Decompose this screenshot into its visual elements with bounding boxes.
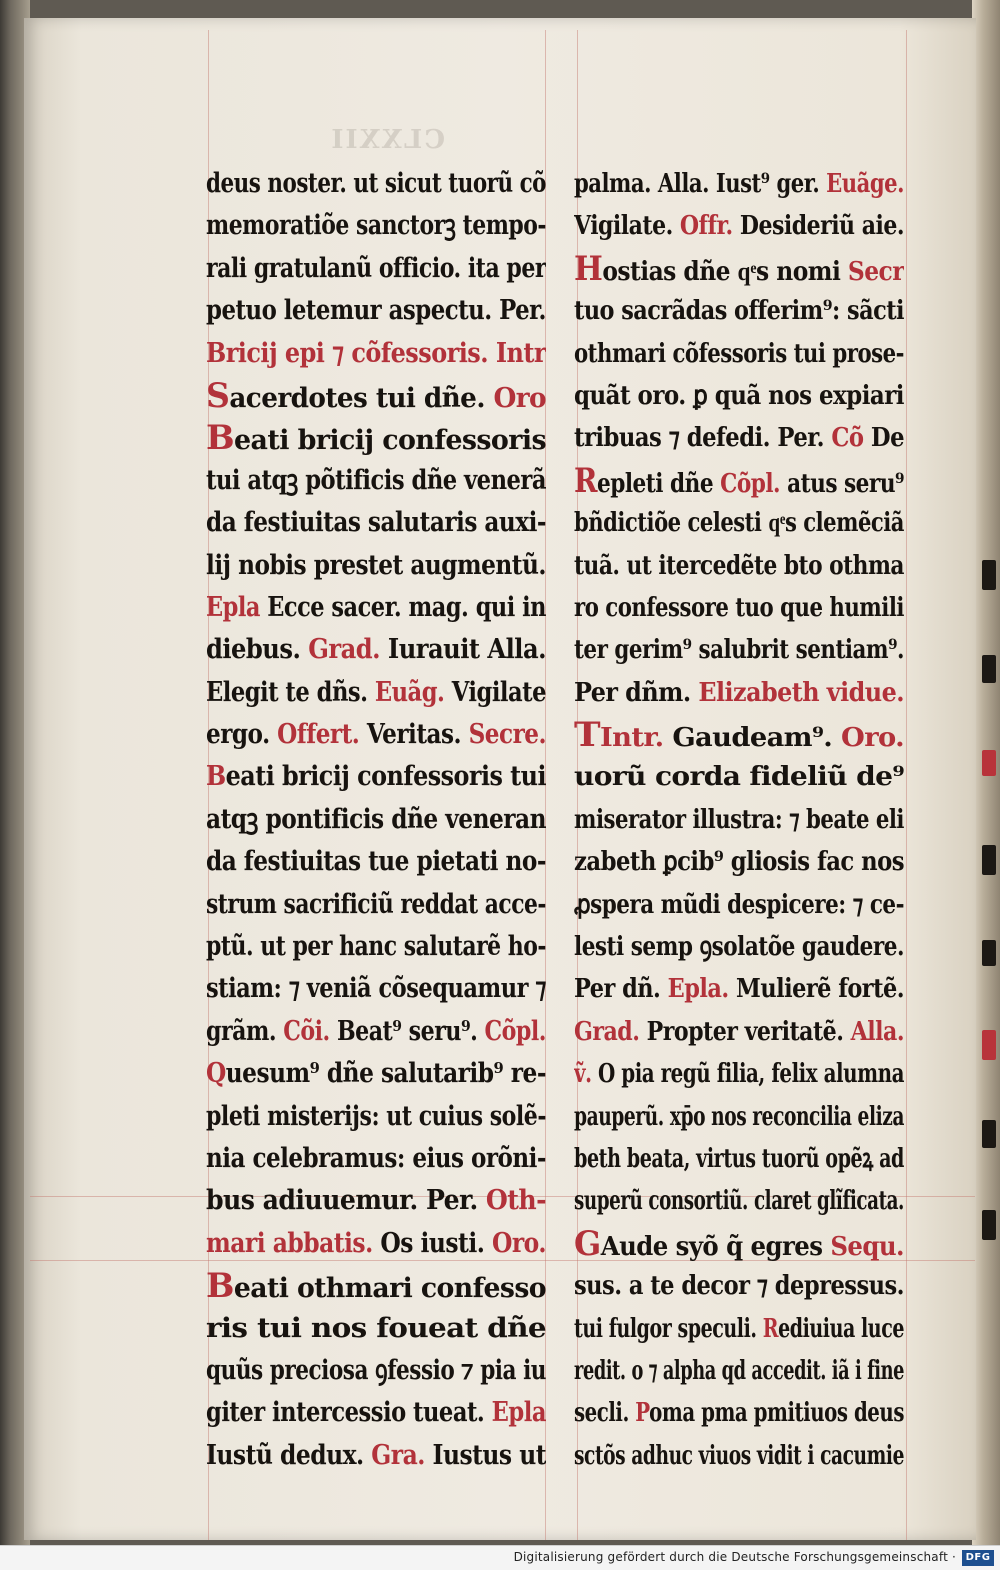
body-text: uesum⁹ dñe salutarib⁹ re-: [225, 1058, 546, 1090]
body-text: sctõs adhuc viuos vidit i cacumie: [574, 1440, 904, 1471]
body-text: palma. Alla. Iust⁹ ger.: [574, 169, 827, 199]
text-line: [206, 375, 546, 417]
text-line: [206, 1265, 546, 1307]
rubric-text: Offert.: [277, 719, 367, 751]
text-line: [574, 1223, 904, 1265]
text-line: [206, 1138, 546, 1180]
body-text: Iustũ dedux.: [206, 1439, 372, 1471]
text-line: [574, 333, 904, 375]
text-line: [206, 1350, 546, 1392]
body-text: eati othmari confesso: [233, 1273, 546, 1305]
body-text: memoratiõe sanctorꝫ tempo-: [206, 210, 546, 242]
text-line: [206, 333, 546, 375]
body-text: da festiuitas tue pietati no-: [206, 846, 546, 878]
body-text: ris tui nos foueat dñe: [206, 1312, 546, 1344]
rubric-text: Euãg.: [374, 676, 452, 708]
left-text-column: [206, 163, 546, 1477]
text-line: [574, 1011, 904, 1053]
body-text: atqꝫ pontificis dñe veneran: [206, 803, 546, 835]
text-line: [206, 290, 546, 332]
body-text: Mulierẽ fortẽ.: [736, 974, 904, 1005]
rubric-initial: R: [574, 460, 597, 501]
body-text: ter gerim⁹ salubrit sentiam⁹.: [574, 635, 904, 666]
rubric-text: Intr.: [599, 723, 673, 754]
text-line: [206, 460, 546, 502]
footer-credit: Digitalisierung gefördert durch die Deutsche Forschungsgemeinschaft ·: [513, 1550, 956, 1564]
body-text: Vigilate.: [574, 211, 680, 242]
text-line: [206, 502, 546, 544]
rubric-text: Grad.: [574, 1016, 647, 1047]
body-text: miserator illustra: ⁊ beate eli: [574, 804, 904, 835]
body-text: ptũ. ut per hanc salutarẽ ho-: [206, 931, 546, 963]
body-text: ediuiua luce: [778, 1313, 904, 1344]
text-line: [574, 841, 904, 883]
rubric-initial: H: [574, 248, 603, 289]
body-text: atus seru⁹: [787, 468, 904, 499]
body-text: Beat⁹ seru⁹.: [336, 1015, 485, 1047]
body-text: pauperũ. xp̄o nos reconcilia eliza: [574, 1101, 904, 1132]
body-text: acerdotes tui dñe.: [229, 382, 494, 414]
body-text: quũs preciosa ꝯfessio ⁊ pia iu: [206, 1354, 546, 1386]
text-line: [206, 1392, 546, 1434]
body-text: ergo.: [206, 719, 278, 751]
text-line: [206, 205, 546, 247]
body-text: tribuas ⁊ defedi. Per.: [574, 423, 832, 454]
text-line: [574, 460, 904, 502]
body-text: De: [870, 423, 904, 454]
text-line: [574, 1138, 904, 1180]
rubric-text: Cõ: [831, 423, 871, 454]
text-line: [206, 1011, 546, 1053]
body-text: O pia regũ filia, felix alumna: [597, 1059, 904, 1090]
body-text: deus noster. ut sicut tuorũ cõ: [206, 168, 546, 199]
text-line: [206, 1308, 546, 1350]
text-line: [574, 545, 904, 587]
text-line: [206, 756, 546, 798]
text-line: [206, 841, 546, 883]
ruling-line: [906, 30, 907, 1540]
right-text-column: [574, 163, 904, 1477]
text-line: [574, 756, 904, 798]
text-line: [574, 629, 904, 671]
rubric-text: B: [206, 761, 226, 793]
text-line: [574, 205, 904, 247]
body-text: othmari cõfessoris tui prose-: [574, 338, 904, 369]
body-text: redit. o ⁊ alpha qd accedit. iã i fine: [574, 1355, 904, 1386]
body-text: giter intercessio tueat.: [206, 1397, 492, 1429]
text-line: [574, 248, 904, 290]
rubric-text: Offr.: [679, 211, 740, 242]
text-line: [206, 629, 546, 671]
text-line: [206, 968, 546, 1010]
body-text: Aude syõ q̃ egres: [600, 1231, 831, 1262]
text-line: [206, 1096, 546, 1138]
body-text: bus adiuuemur. Per.: [206, 1185, 486, 1217]
rubric-text: Bricij epi ⁊ cõfessoris. Intr: [206, 337, 546, 369]
text-line: [574, 672, 904, 714]
text-line: [574, 884, 904, 926]
text-line: [206, 545, 546, 587]
rubric-text: Secr: [847, 256, 904, 287]
text-line: [574, 1435, 904, 1477]
rubric-text: Cõi.: [283, 1015, 337, 1047]
rubric-text: Euãge.: [826, 169, 904, 199]
text-line: [206, 884, 546, 926]
body-text: lij nobis prestet augmentũ.: [206, 549, 546, 581]
rubric-text: Epla: [491, 1397, 546, 1429]
rubric-text: Secre.: [468, 719, 546, 751]
rubric-text: Q: [206, 1058, 226, 1090]
body-text: nia celebramus: eius orõni-: [206, 1142, 546, 1174]
text-line: [574, 1308, 904, 1350]
body-text: Per dñ.: [574, 974, 668, 1005]
facing-page-sliver: [982, 560, 1000, 1260]
rubric-text: Cõpl.: [720, 468, 788, 499]
text-line: [206, 672, 546, 714]
rubric-initial: B: [206, 1266, 234, 1307]
text-line: [206, 163, 546, 205]
text-line: [574, 163, 904, 205]
rubric-text: Oro.: [841, 723, 904, 754]
text-line: [206, 248, 546, 290]
body-text: quãt oro. ꝑ quã nos expiari: [574, 380, 904, 411]
body-text: sus. a te decor ⁊ depressus.: [574, 1271, 904, 1302]
rubric-text: Epla: [206, 591, 268, 623]
text-line: [574, 1392, 904, 1434]
text-line: [206, 587, 546, 629]
body-text: Desideriũ aie.: [739, 211, 904, 242]
text-line: [574, 1265, 904, 1307]
rubric-text: Cõpl.: [484, 1015, 546, 1047]
body-text: Elegit te dñs.: [206, 676, 375, 708]
text-line: [206, 714, 546, 756]
body-text: stiam: ⁊ veniã cõsequamur ⁊: [206, 973, 546, 1005]
body-text: tuo sacrãdas offerim⁹: sãcti: [574, 296, 904, 327]
body-text: Iustus ut: [432, 1439, 546, 1471]
rubric-text: Oth-: [485, 1185, 546, 1217]
text-line: [574, 290, 904, 332]
body-text: Os iusti.: [380, 1227, 492, 1259]
body-text: Vigilate: [451, 676, 546, 708]
body-text: zabeth ꝑcib⁹ gliosis fac nos: [574, 847, 904, 878]
rubric-text: Elizabeth vidue.: [698, 677, 904, 708]
body-text: oma pma pmitiuos deus: [649, 1398, 904, 1429]
body-text: superũ consortiũ. claret glĩficata.: [574, 1186, 904, 1217]
body-text: ro confessore tuo que humili: [574, 592, 904, 623]
text-line: [574, 587, 904, 629]
body-text: eati bricij confessoris tui: [225, 761, 546, 793]
rubric-text: P: [635, 1398, 650, 1429]
rubric-text: Oro: [493, 382, 546, 414]
text-line: [206, 799, 546, 841]
body-text: Iurauit Alla.: [387, 634, 546, 666]
text-line: [206, 1053, 546, 1095]
text-line: [206, 926, 546, 968]
body-text: rali gratulanũ officio. ita per: [206, 252, 546, 284]
body-text: Propter veritatẽ.: [646, 1016, 851, 1047]
rubric-text: ṽ.: [574, 1059, 598, 1090]
rubric-initial: G: [574, 1223, 601, 1264]
text-line: [574, 502, 904, 544]
rubric-text: R: [762, 1313, 779, 1344]
body-text: beth beata, virtus tuorũ opẽꝝ ad: [574, 1143, 904, 1174]
body-text: Gaudeam⁹.: [672, 723, 842, 754]
rubric-text: Gra.: [371, 1439, 433, 1471]
text-line: [206, 1435, 546, 1477]
rubric-initial: T: [574, 715, 600, 756]
rubric-initial: S: [206, 375, 230, 416]
rubric-text: Epla.: [667, 974, 737, 1005]
rubric-text: Sequ.: [830, 1231, 904, 1262]
body-text: Ecce sacer. mag. qui in: [267, 591, 546, 623]
body-text: bñdictiõe celesti qͤs clemẽciã: [574, 508, 904, 539]
rubric-text: mari abbatis.: [206, 1227, 381, 1259]
body-text: secli.: [574, 1398, 636, 1429]
text-line: [574, 375, 904, 417]
rubric-text: Grad.: [308, 634, 388, 666]
text-line: [206, 1180, 546, 1222]
body-text: epleti dñe: [596, 468, 721, 499]
body-text: tuã. ut itercedẽte bto othma: [574, 550, 904, 581]
text-line: [574, 1096, 904, 1138]
body-text: pleti misterijs: ut cuius solẽ-: [206, 1100, 546, 1132]
bleed-through-text: CLXXII: [329, 125, 445, 155]
footer-bar: [0, 1545, 1000, 1570]
text-line: [574, 799, 904, 841]
body-text: uorũ corda fideliũ de⁹: [574, 762, 904, 793]
dfg-logo[interactable]: DFG: [962, 1550, 994, 1566]
body-text: eati bricij confessoris: [234, 425, 546, 457]
body-text: Per dñm.: [574, 677, 699, 708]
text-line: [574, 417, 904, 459]
rubric-text: Oro.: [491, 1227, 546, 1259]
text-line: [574, 1180, 904, 1222]
rubric-text: Alla.: [850, 1016, 904, 1047]
body-text: lesti semp ꝯsolatõe gaudere.: [574, 932, 904, 963]
body-text: Veritas.: [366, 719, 469, 751]
text-line: [574, 1350, 904, 1392]
text-line: [206, 417, 546, 459]
text-line: [574, 714, 904, 756]
body-text: grãm.: [206, 1015, 284, 1047]
body-text: tui fulgor speculi.: [574, 1313, 763, 1344]
text-line: [574, 926, 904, 968]
text-line: [574, 968, 904, 1010]
body-text: ꝓspera mũdi despicere: ⁊ ce-: [574, 889, 904, 920]
text-line: [574, 1053, 904, 1095]
body-text: diebus.: [206, 634, 309, 666]
rubric-initial: B: [206, 418, 235, 459]
body-text: da festiuitas salutaris auxi-: [206, 507, 546, 539]
body-text: strum sacrificiũ reddat acce-: [206, 888, 546, 920]
body-text: petuo letemur aspectu. Per.: [206, 295, 546, 327]
body-text: ostias dñe qͤs nomi: [602, 256, 848, 287]
body-text: tui atqꝫ põtificis dñe venerã: [206, 464, 546, 496]
text-line: [206, 1223, 546, 1265]
